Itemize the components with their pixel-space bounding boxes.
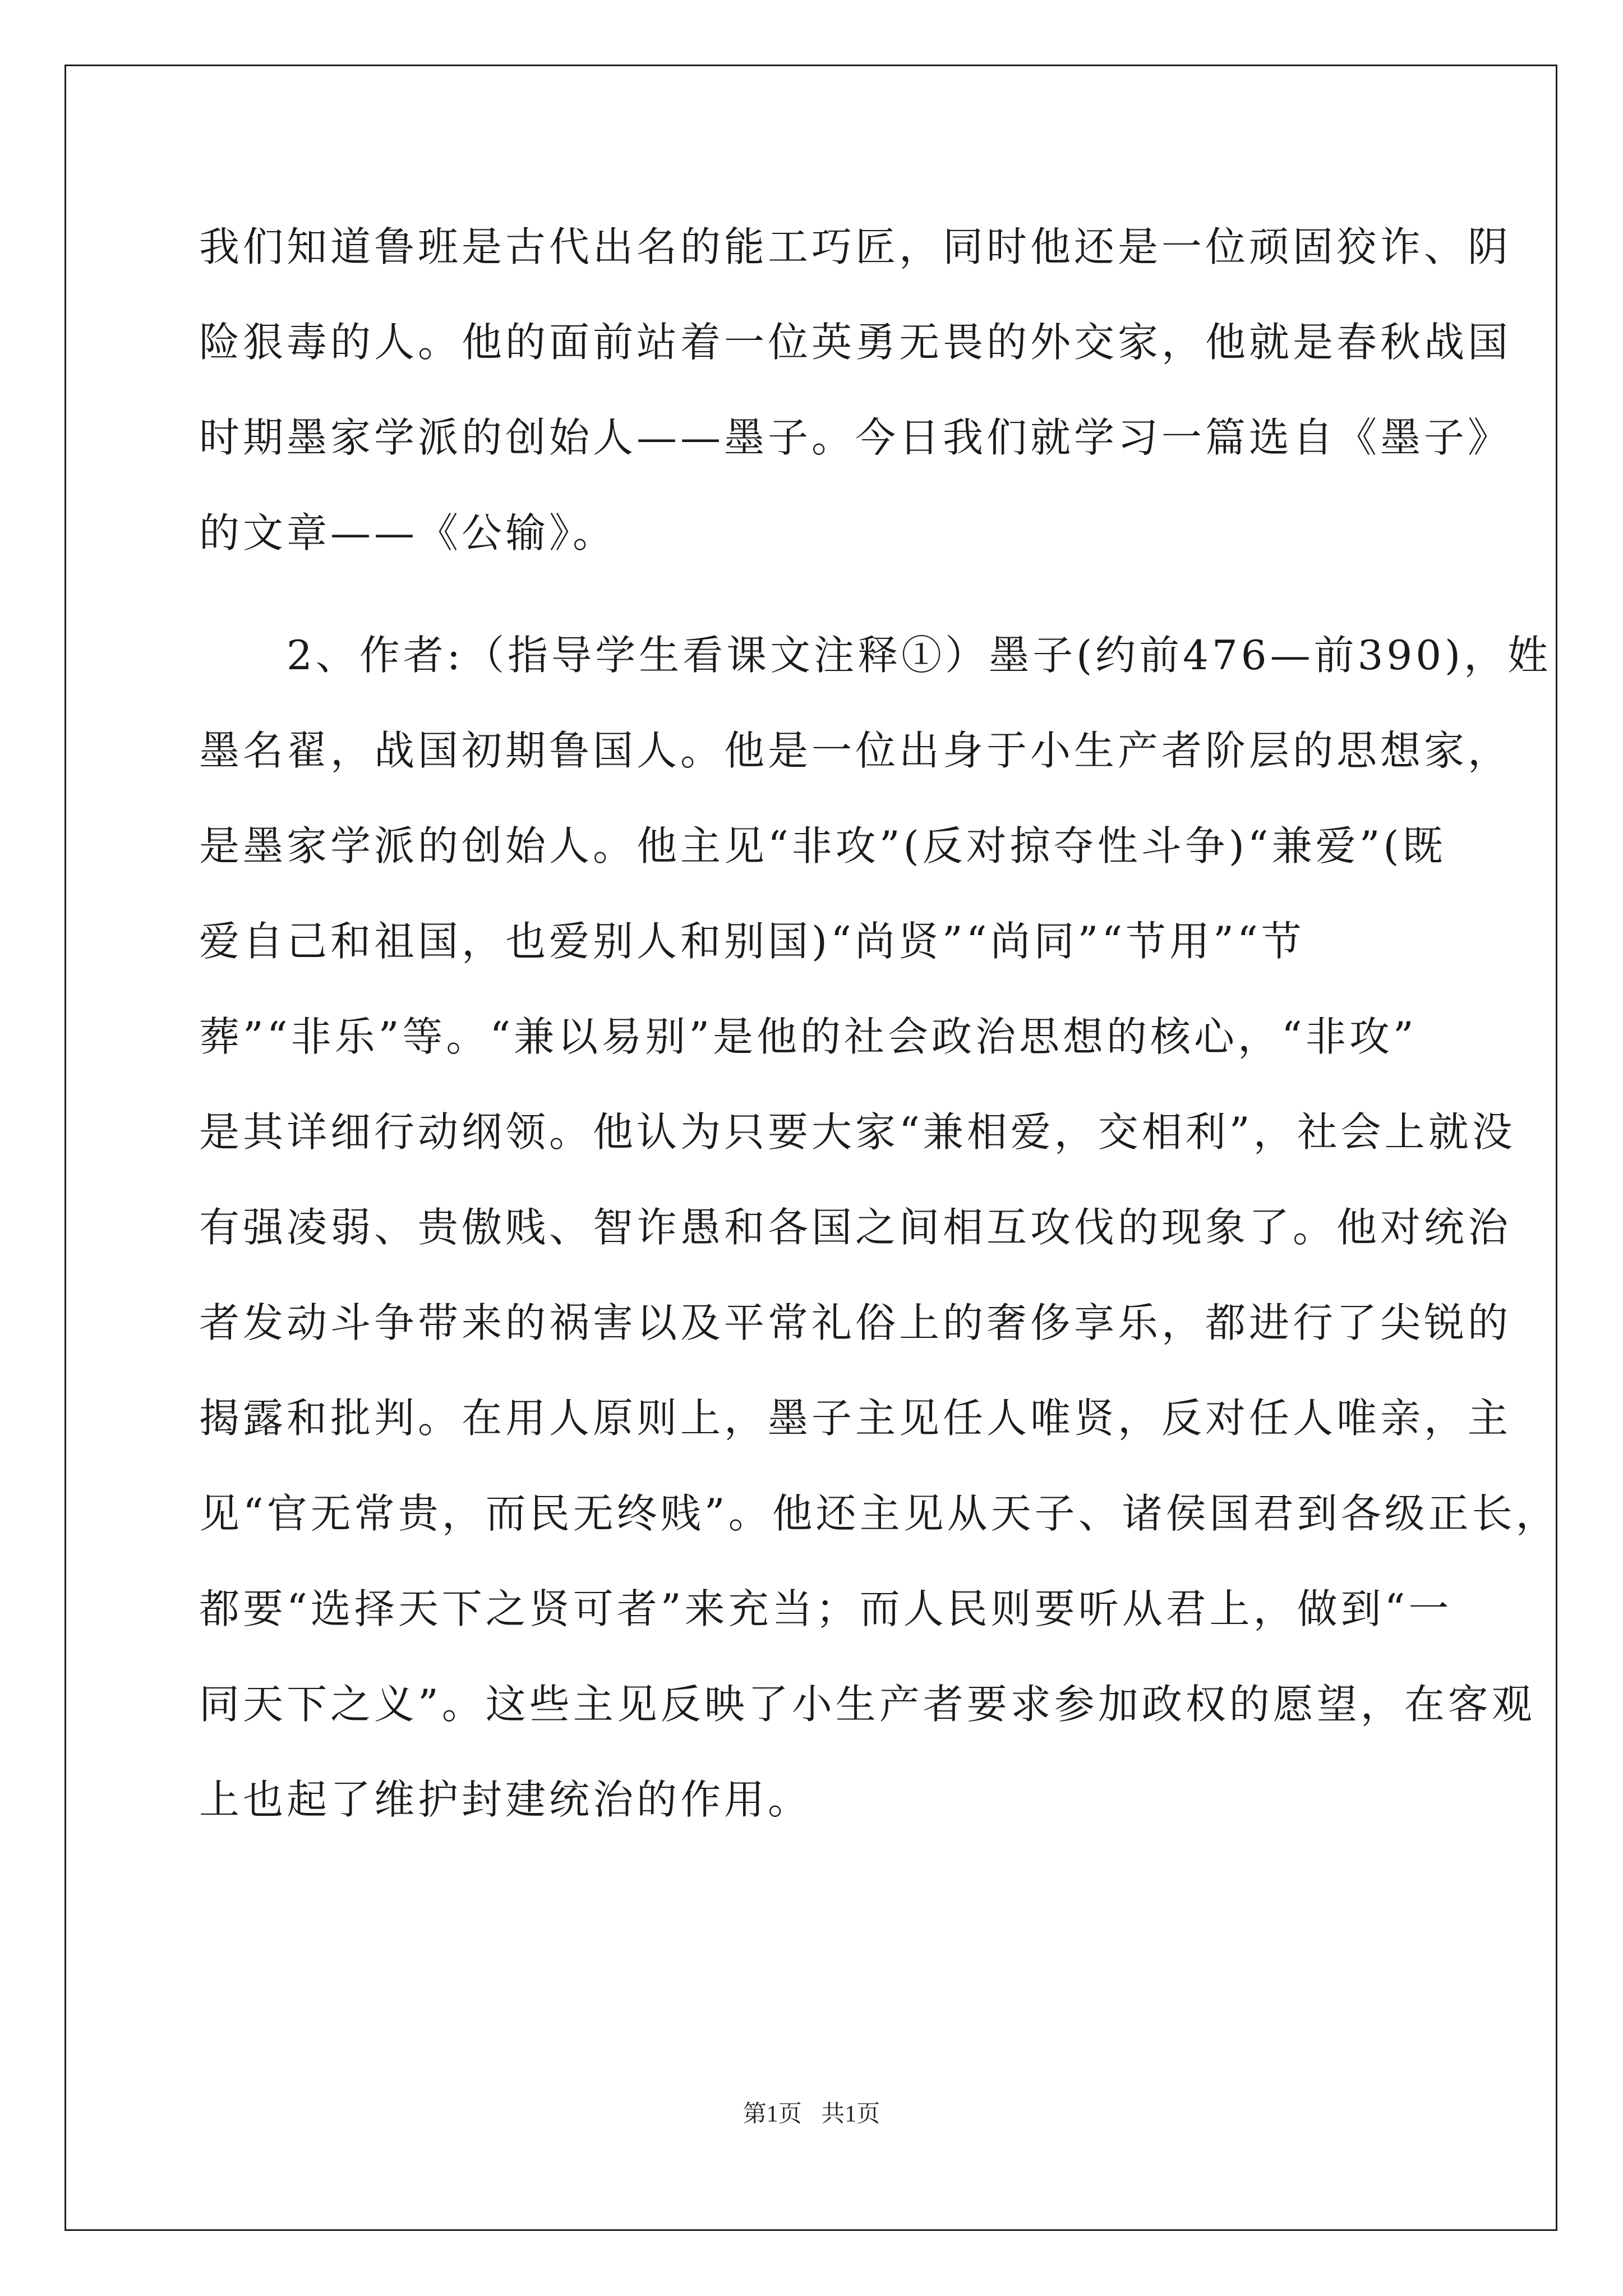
document-body: [199, 199, 1560, 1847]
text-line: 都要“选择天下之贤可者”来充当；而人民则要听从君上，做到“一: [199, 1585, 1453, 1632]
page-footer: [0, 2095, 1623, 2129]
text-line: 我们知道鲁班是古代出名的能工巧匠，同时他还是一位顽固狡诈、阴: [199, 223, 1512, 270]
text-line: 者发动斗争带来的祸害以及平常礼俗上的奢侈享乐，都进行了尖锐的: [199, 1299, 1512, 1346]
text-line: 有强凌弱、贵傲贱、智诈愚和各国之间相互攻伐的现象了。他对统治: [199, 1204, 1512, 1251]
text-line: 2、作者:（指导学生看课文注释①）墨子(约前476—前390)，姓: [199, 632, 1552, 679]
text-line: 见“官无常贵，而民无终贱”。他还主见从天子、诸侯国君到各级正长，: [199, 1490, 1560, 1537]
text-line: 的文章——《公输》。: [199, 509, 617, 556]
text-line: 揭露和批判。在用人原则上，墨子主见任人唯贤，反对任人唯亲，主: [199, 1395, 1512, 1442]
page-number: 第1页: [743, 2101, 802, 2127]
text-line: 是墨家学派的创始人。他主见“非攻”(反对掠夺性斗争)“兼爱”(既: [199, 822, 1446, 869]
text-line: 是其详细行动纲领。他认为只要大家“兼相爱，交相利”，社会上就没: [199, 1108, 1516, 1156]
text-line: 时期墨家学派的创始人——墨子。今日我们就学习一篇选自《墨子》: [199, 414, 1512, 461]
paragraph: [199, 199, 1512, 581]
text-line: 葬”“非乐”等。“兼以易别”是他的社会政治思想的核心，“非攻”: [199, 1013, 1417, 1060]
text-line: 墨名翟，战国初期鲁国人。他是一位出身于小生产者阶层的思想家，: [199, 727, 1512, 774]
text-line: 险狠毒的人。他的面前站着一位英勇无畏的外交家，他就是春秋战国: [199, 319, 1512, 366]
text-line: 上也起了维护封建统治的作用。: [199, 1776, 812, 1823]
text-line: 爱自己和祖国，也爱别人和别国)“尚贤”“尚同”“节用”“节: [199, 918, 1305, 965]
page-total: 共1页: [821, 2101, 880, 2127]
paragraph: [199, 608, 1560, 1847]
text-line: 同天下之义”。这些主见反映了小生产者要求参加政权的愿望，在客观: [199, 1681, 1536, 1728]
